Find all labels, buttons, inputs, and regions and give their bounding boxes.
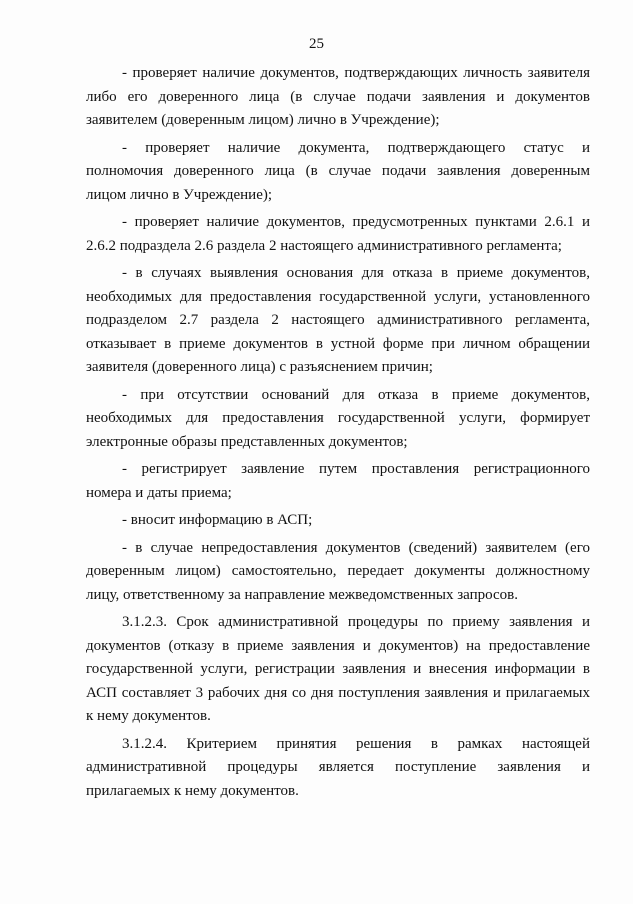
text-line: полномочия доверенного лица (в случае подачи заявления доверенным (86, 163, 590, 179)
text-line: необходимых для предоставления государственной услуги, установленного (86, 288, 590, 305)
text-line: - проверяет наличие документов, подтверждающих личность заявителя (122, 65, 590, 81)
text-line: - вносит информацию в АСП; (122, 512, 313, 528)
text-line: номера и даты приема; (86, 484, 232, 501)
text-line: - в случае непредоставления документов (сведений) заявителем (его (122, 539, 590, 556)
text-line: электронные образы представленных документов; (86, 433, 408, 450)
text-line: - при отсутствии оснований для отказа в приеме документов, (122, 386, 590, 403)
paragraph (86, 733, 590, 804)
text-line: документов (отказу в приеме заявления и документов) на предоставление (86, 637, 590, 654)
text-line: - в случаях выявления основания для отказа в приеме документов, (122, 265, 590, 281)
paragraph (86, 211, 590, 258)
text-line: государственной услуги, регистрации заявления и внесения информации в (86, 661, 590, 677)
paragraph (86, 509, 590, 533)
paragraph (86, 537, 590, 608)
text-line: - проверяет наличие документов, предусмотренных пунктами 2.6.1 и (122, 214, 590, 230)
text-line: прилагаемых к нему документов. (86, 782, 299, 799)
text-line: - регистрирует заявление путем проставления регистрационного (122, 461, 590, 477)
page-number: 25 (309, 36, 324, 52)
paragraph (86, 262, 590, 380)
text-line: необходимых для предоставления государственной услуги, формирует (86, 410, 590, 426)
paragraph (86, 384, 590, 455)
text-line: 2.6.2 подраздела 2.6 раздела 2 настоящего административного регламента; (86, 237, 562, 254)
text-line: заявителем (доверенным лицом) лично в Учреждение); (86, 112, 440, 128)
text-line: - проверяет наличие документа, подтверждающего статус и (122, 139, 590, 156)
text-line: АСП составляет 3 рабочих дня со дня поступления заявления и прилагаемых (86, 684, 590, 701)
text-line: 3.1.2.4. Критерием принятия решения в рамках настоящей (122, 735, 590, 752)
text-line: лицу, ответственному за направление межведомственных запросов. (86, 586, 518, 603)
text-line: заявителя (доверенного лица) с разъяснением причин; (86, 359, 433, 375)
text-line: к нему документов. (86, 708, 211, 724)
text-line: подразделом 2.7 раздела 2 настоящего административного регламента, (86, 312, 590, 328)
text-line: 3.1.2.3. Срок административной процедуры по приему заявления и (122, 614, 590, 630)
text-line: лицом лично в Учреждение); (86, 186, 273, 203)
text-line: либо его доверенного лица (в случае подачи заявления и документов (86, 88, 590, 105)
paragraph (86, 137, 590, 208)
text-line: административной процедуры является поступление заявления и (86, 759, 590, 775)
document-body (86, 62, 590, 807)
paragraph (86, 62, 590, 133)
text-line: доверенным лицом) самостоятельно, передает документы должностному (86, 563, 590, 579)
paragraph (86, 458, 590, 505)
paragraph (86, 611, 590, 729)
text-line: отказывает в приеме документов в устной форме при личном обращении (86, 335, 590, 352)
